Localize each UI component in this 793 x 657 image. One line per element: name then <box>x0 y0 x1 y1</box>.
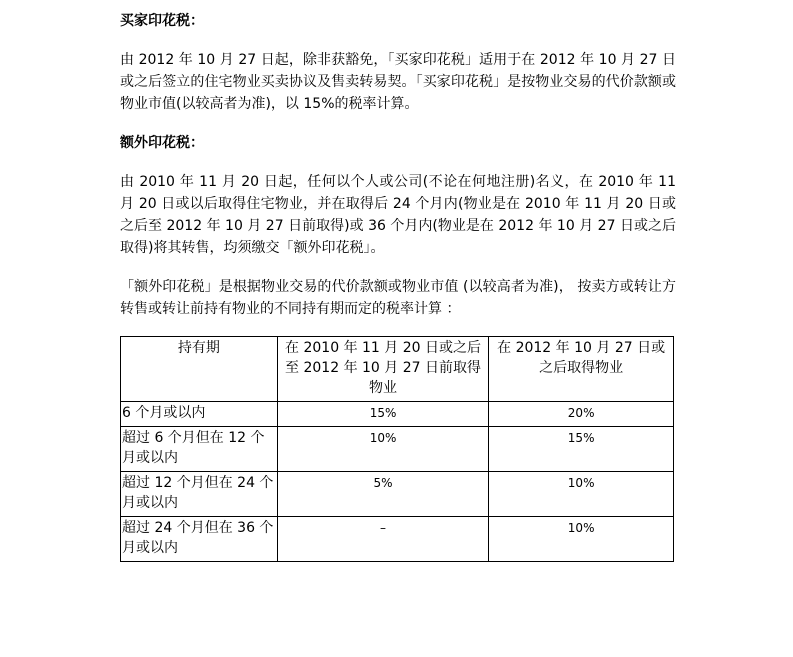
header-acquired-2010-2012: 在 2010 年 11 月 20 日或之后至 2012 年 10 月 27 日前取得物业 <box>277 337 488 402</box>
table-row <box>121 402 674 427</box>
row-rate-a: 5% <box>277 472 488 517</box>
stamp-duty-rate-table <box>120 336 674 562</box>
document-page <box>120 10 676 562</box>
row-rate-b: 10% <box>489 472 674 517</box>
row-rate-b: 15% <box>489 427 674 472</box>
row-rate-b: 20% <box>489 402 674 427</box>
special-stamp-duty-paragraph: 由 2010 年 11 月 20 日起，任何以个人或公司(不论在何地注册)名义，在 2010 年 11 月 20 日或以后取得住宅物业，并在取得后 24 个月内(物业是在 2010 年 11 月 20 日或之后至 2012 年 10 月 27 日前取得)或 36 个月内(物业是在 2012 年 10 月 27 日或之后取得)将其转售，均须缴交「额外印花税」。 <box>120 174 676 256</box>
buyer-stamp-duty-paragraph: 由 2012 年 10 月 27 日起，除非获豁免，「买家印花税」适用于在 2012 年 10 月 27 日或之后签立的住宅物业买卖协议及售卖转易契。「买家印花税」是按物业交易的代价款额或物业市值(以较高者为准)，以 15%的税率计算。 <box>120 52 676 112</box>
row-rate-a: 10% <box>277 427 488 472</box>
row-rate-a: – <box>277 517 488 562</box>
special-stamp-duty-rate-note: 「额外印花税」是根据物业交易的代价款额或物业市值 (以较高者为准)， 按卖方或转让方转售或转让前持有物业的不同持有期而定的税率计算 ： <box>120 279 676 317</box>
buyer-stamp-duty-heading: 买家印花税： <box>120 13 204 29</box>
table-row <box>121 517 674 562</box>
row-rate-b: 10% <box>489 517 674 562</box>
header-acquired-after-2012: 在 2012 年 10 月 27 日或之后取得物业 <box>489 337 674 402</box>
row-period: 超过 24 个月但在 36 个月或以内 <box>121 517 278 562</box>
row-period: 超过 12 个月但在 24 个月或以内 <box>121 472 278 517</box>
table-row <box>121 427 674 472</box>
row-period: 超过 6 个月但在 12 个月或以内 <box>121 427 278 472</box>
table-header-row <box>121 337 674 402</box>
header-holding-period: 持有期 <box>121 337 278 402</box>
table-row <box>121 472 674 517</box>
row-period: 6 个月或以内 <box>121 402 278 427</box>
row-rate-a: 15% <box>277 402 488 427</box>
special-stamp-duty-heading: 额外印花税： <box>120 135 204 151</box>
